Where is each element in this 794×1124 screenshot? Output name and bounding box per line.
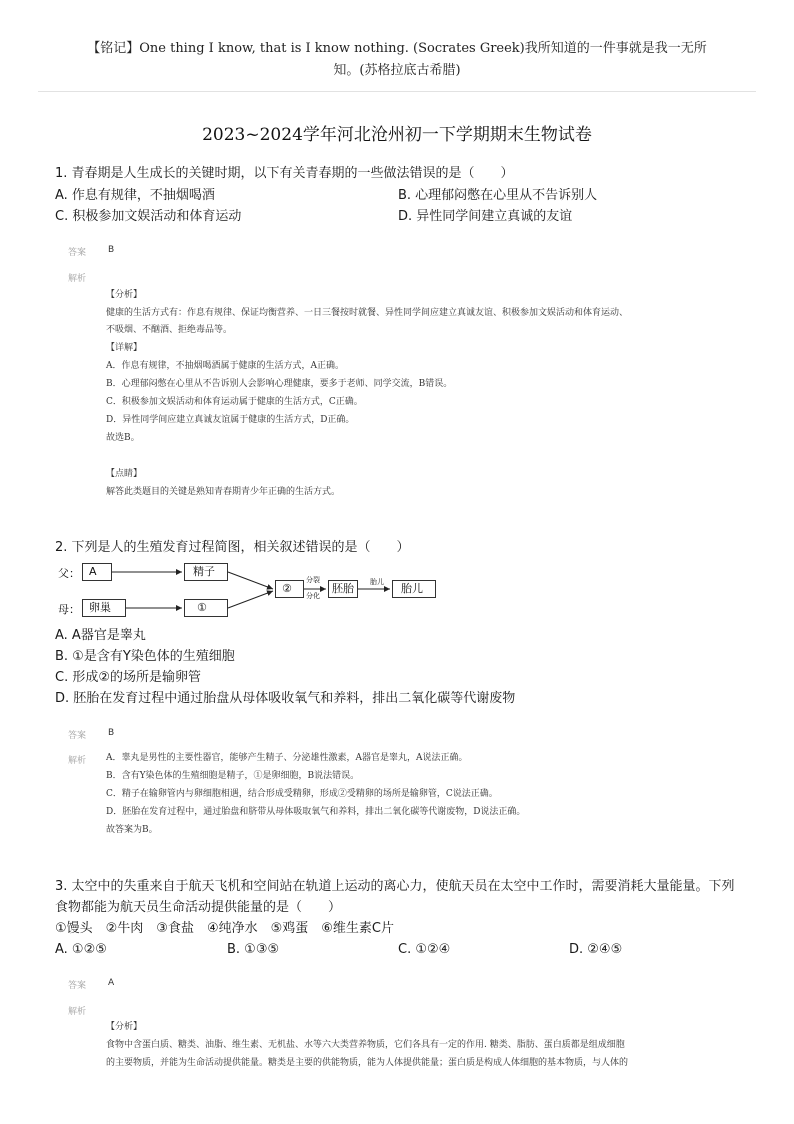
q3-items: ①馒头 ②牛肉 ③食盐 ④纯净水 ⑤鸡蛋 ⑥维生素C片 [55,921,395,936]
q1-stem: 1. 青春期是人生成长的关键时期，以下有关青春期的一些做法错误的是（ ） [55,166,514,181]
q3-answer: A [108,978,115,988]
q2-option-b: B. ①是含有Y染色体的生殖细胞 [55,649,235,664]
father-label: 父： [58,567,80,580]
box-ovary: 卵巢 [82,599,126,617]
q1-xiangjie-line-5: 故选B。 [106,433,140,443]
arrow-egg-to-2 [228,591,273,608]
arrow-label-differentiate: 分化 [306,592,320,600]
box-sperm: 精子 [184,563,228,581]
q2-analysis-line-3: C．精子在输卵管内与卵细胞相遇，结合形成受精卵，形成②受精卵的场所是输卵管，C说法正确。 [106,789,498,799]
q2-stem: 2. 下列是人的生殖发育过程简图，相关叙述错误的是（ ） [55,540,410,555]
q2-analysis-line-2: B．含有Y染色体的生殖细胞是精子，①是卵细胞，B说法错误。 [106,771,360,781]
q1-xiangjie-line-1: A．作息有规律，不抽烟喝酒属于健康的生活方式，A正确。 [106,361,345,371]
q1-option-a: A. 作息有规律，不抽烟喝酒 [55,188,215,203]
q2-option-a: A. A器官是睾丸 [55,628,146,643]
q3-fenxi-heading: 【分析】 [106,1022,143,1032]
q2-analysis-line-4: D．胚胎在发育过程中，通过胎盘和脐带从母体吸取氧气和养料，排出二氧化碳等代谢废物，D说法正确。 [106,807,526,817]
q2-analysis-line-1: A．睾丸是男性的主要性器官，能够产生精子、分泌雄性激素，A器官是睾丸，A说法正确。 [106,753,468,763]
box-fetus: 胎儿 [392,580,436,598]
mother-label: 母： [58,603,80,616]
box-embryo: 胚胎 [328,580,358,598]
motto-line-1: 【铭记】One thing I know, that is I know nothing. (Socrates Greek)我所知道的一件事就是我一无所 [87,41,707,56]
q3-stem-line-2: 食物都能为航天员生命活动提供能量的是（ ） [55,900,342,915]
q1-answer: B [108,245,115,255]
q1-xiangjie-line-3: C．积极参加文娱活动和体育运动属于健康的生活方式，C正确。 [106,397,363,407]
q2-analysis-line-5: 故答案为B。 [106,825,158,835]
q3-fenxi-line-1: 食物中含蛋白质、糖类、油脂、维生素、无机盐、水等六大类营养物质，它们各具有一定的作用. 糖类、脂肪、蛋白质都是组成细胞 [106,1040,625,1050]
q3-answer-label: 答案 [68,981,87,991]
motto-line-2: 知。(苏格拉底古希腊) [333,63,461,78]
q1-option-d: D. 异性同学间建立真诚的友谊 [398,209,573,224]
q3-option-c: C. ①②④ [398,942,451,957]
q2-option-d: D. 胚胎在发育过程中通过胎盘从母体吸收氧气和养料，排出二氧化碳等代谢废物 [55,691,516,706]
arrow-sperm-to-2 [228,572,273,589]
q2-answer-label: 答案 [68,731,87,741]
q1-dianjing-heading: 【点睛】 [106,469,143,479]
q1-fenxi-heading: 【分析】 [106,290,143,300]
q2-answer: B [108,728,115,738]
q3-analysis-label: 解析 [68,1007,87,1017]
page-title: 2023~2024学年河北沧州初一下学期期末生物试卷 [202,125,592,145]
arrow-label-divide: 分裂 [306,576,320,584]
q1-xiangjie-heading: 【详解】 [106,343,143,353]
q2-option-c: C. 形成②的场所是输卵管 [55,670,201,685]
q3-option-b: B. ①③⑤ [227,942,280,957]
q1-fenxi-line-1: 健康的生活方式有：作息有规律、保证均衡营养、一日三餐按时就餐、异性同学间应建立真诚友谊、积极参加文娱活动和体育运动、 [106,308,629,318]
q1-xiangjie-line-4: D．异性同学间应建立真诚友谊属于健康的生活方式，D正确。 [106,415,355,425]
q3-option-a: A. ①②⑤ [55,942,107,957]
q1-option-b: B. 心理郁闷憋在心里从不告诉别人 [398,188,598,203]
box-egg: ① [184,599,228,617]
q1-xiangjie-line-2: B．心理郁闷憋在心里从不告诉别人会影响心理健康，要多于老师、同学交流，B错误。 [106,379,453,389]
box-organ-a: A [82,563,112,581]
arrow-label-fetus: 胎儿 [370,578,384,586]
q1-analysis-label: 解析 [68,274,87,284]
q3-option-d: D. ②④⑤ [569,942,623,957]
q2-analysis-label: 解析 [68,756,87,766]
q1-dianjing-text: 解答此类题目的关键是熟知青春期青少年正确的生活方式。 [106,487,341,497]
q1-fenxi-line-2: 不吸烟、不酗酒、拒绝毒品等。 [106,325,233,335]
q3-stem-line-1: 3. 太空中的失重来自于航天飞机和空间站在轨道上运动的离心力，使航天员在太空中工作时，需要消耗大量能量。下列 [55,879,735,894]
box-2: ② [275,580,304,598]
q3-fenxi-line-2: 的主要物质，并能为生命活动提供能量。糖类是主要的供能物质，能为人体提供能量；蛋白质是构成人体细胞的基本物质，与人体的 [106,1058,629,1068]
q1-answer-label: 答案 [68,248,87,258]
q1-option-c: C. 积极参加文娱活动和体育运动 [55,209,242,224]
